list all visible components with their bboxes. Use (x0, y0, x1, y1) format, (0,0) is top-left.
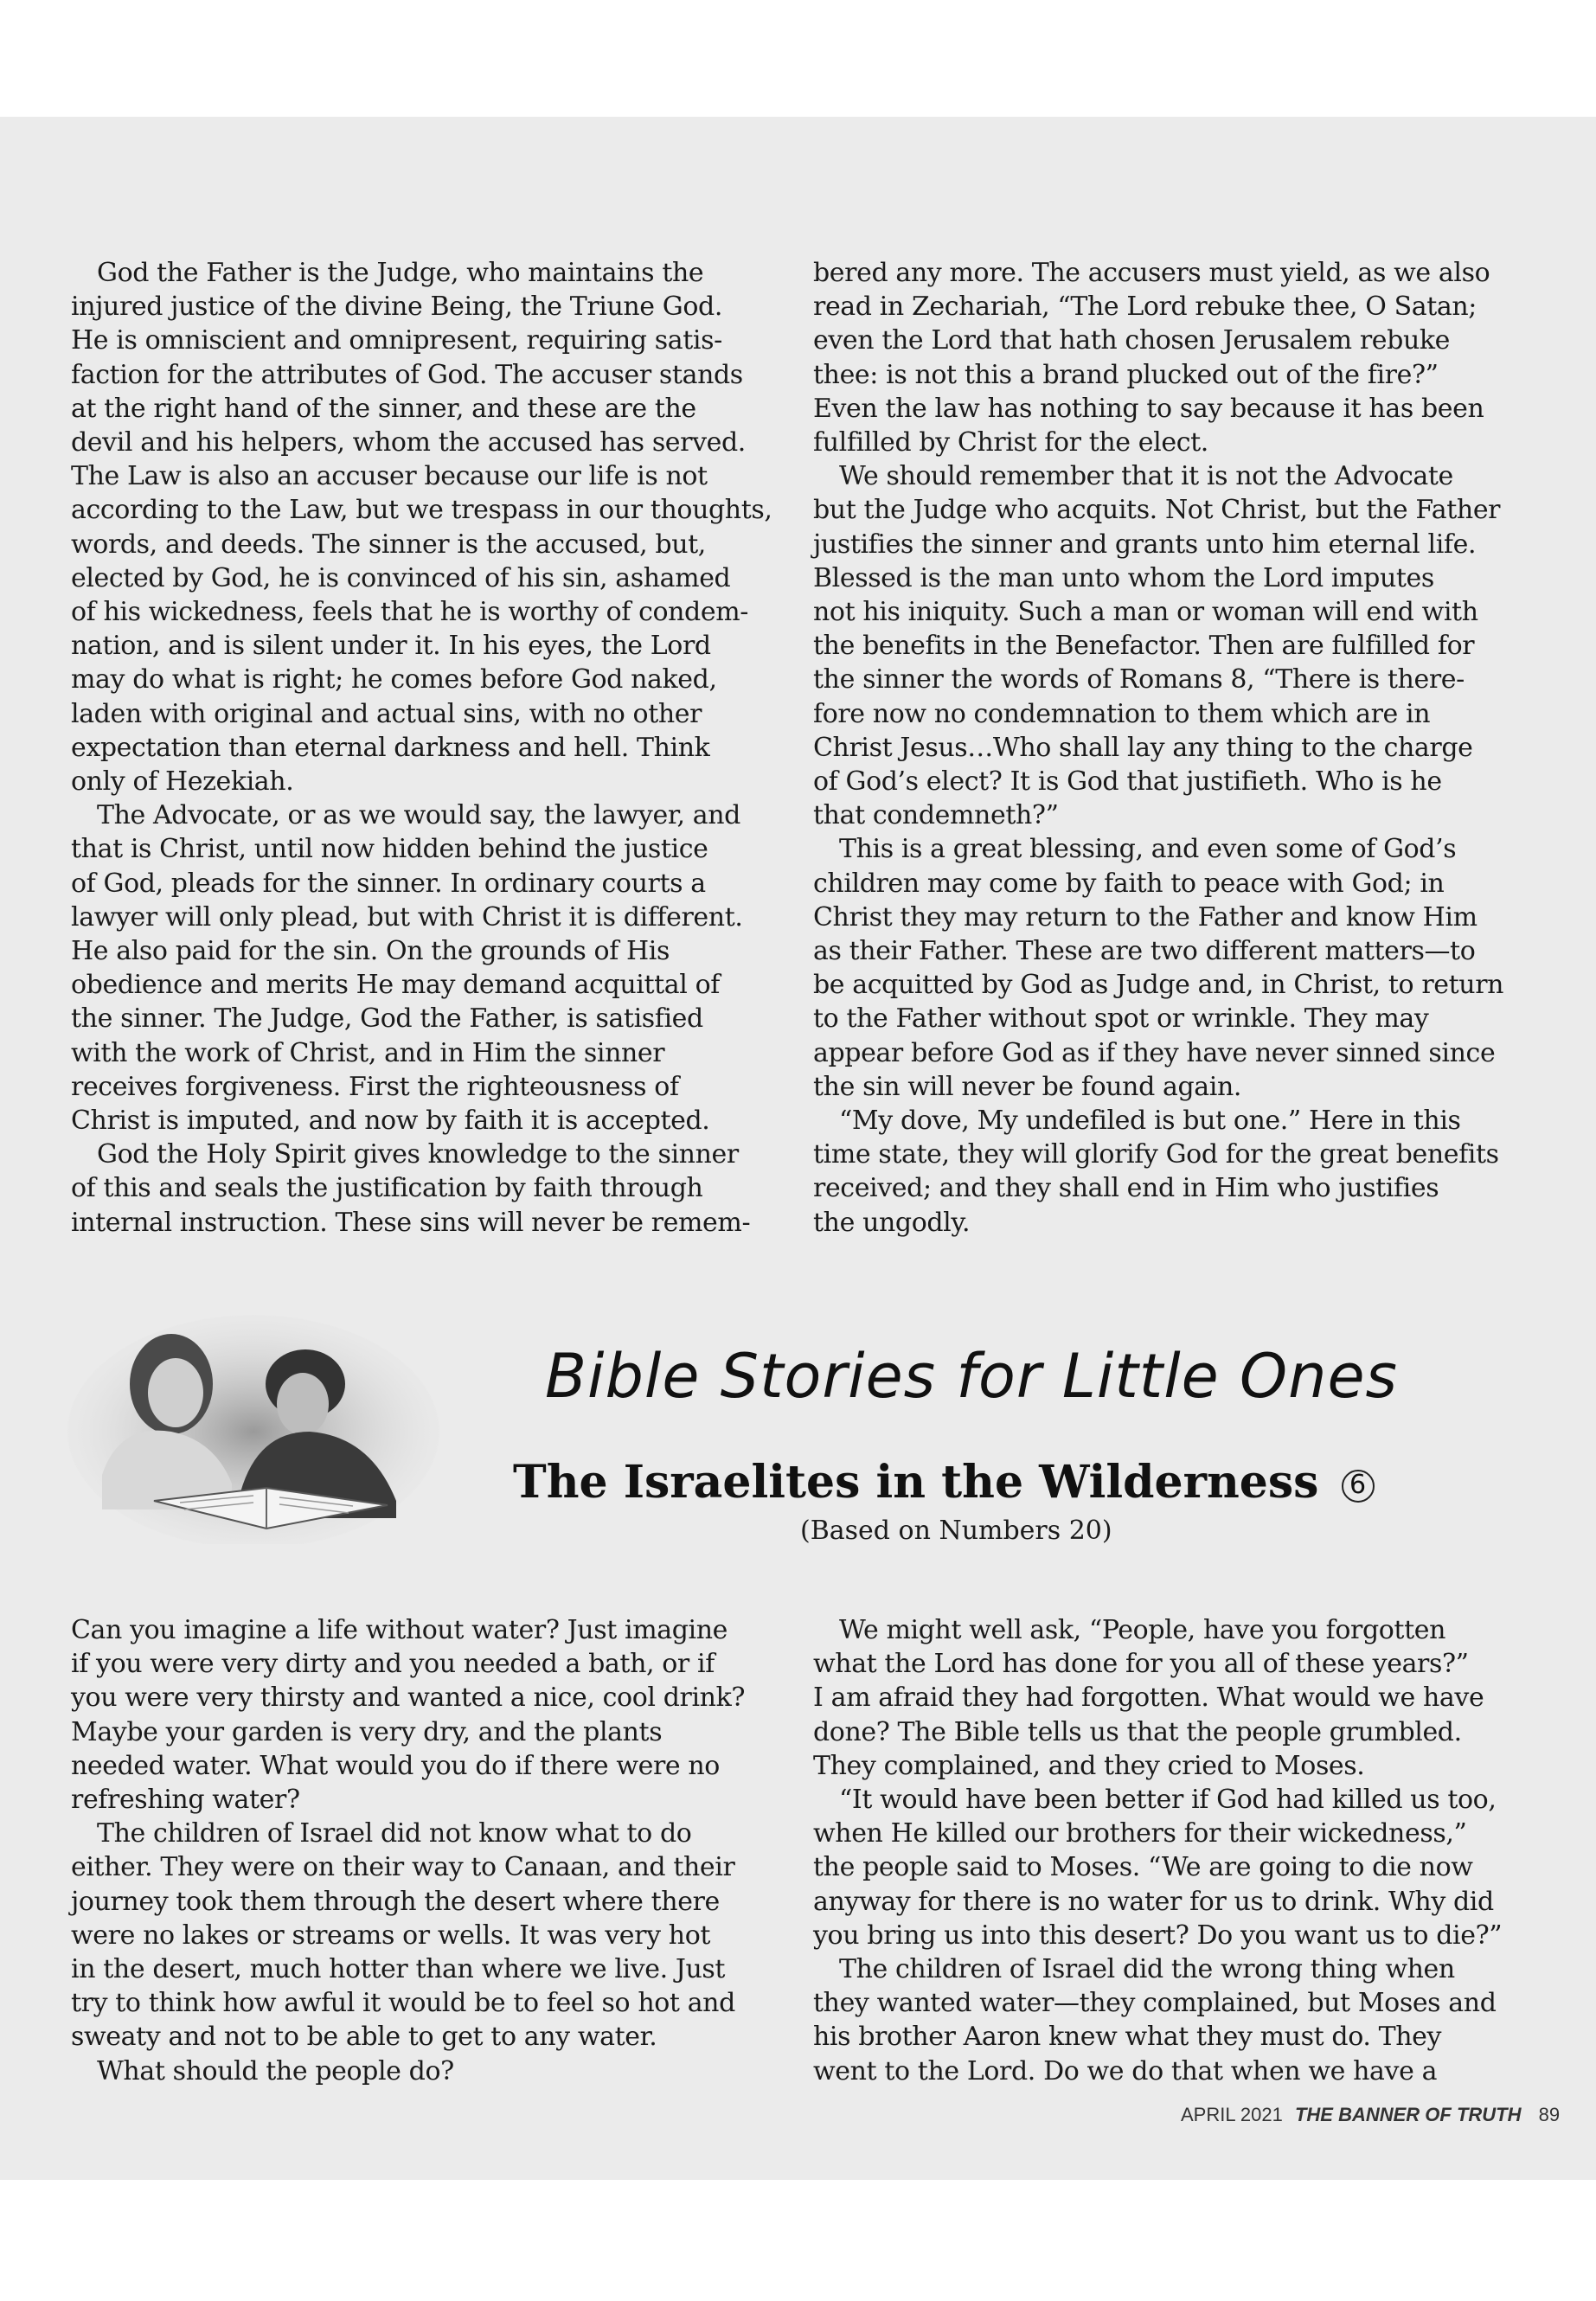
paragraph (71, 1613, 780, 1817)
text-line: They complained, and they cried to Moses. (813, 1750, 1365, 1781)
text-line: you bring us into this desert? Do you want us to die?” (813, 1920, 1503, 1951)
text-line: as their Father. These are two different matters—to (813, 936, 1476, 967)
text-line: in the desert, much hotter than where we live. Just (71, 1954, 726, 1985)
paragraph (813, 1104, 1531, 1240)
text-line: words, and deeds. The sinner is the accused, but, (71, 529, 706, 560)
text-line: if you were very dirty and you needed a bath, or if (71, 1649, 715, 1680)
text-line: God the Holy Spirit gives knowledge to the sinner (97, 1139, 739, 1170)
paragraph (813, 1783, 1531, 1952)
paragraph (71, 1817, 780, 2054)
text-line: not his iniquity. Such a man or woman will end with (813, 597, 1478, 628)
text-line: The Advocate, or as we would say, the lawyer, and (97, 800, 740, 831)
article-left-column (71, 256, 780, 1240)
story-title-text: The Israelites in the Wilderness (513, 1456, 1319, 1509)
text-line: I am afraid they had forgotten. What would we have (813, 1682, 1484, 1714)
text-line: He also paid for the sin. On the grounds of His (71, 936, 670, 967)
text-line: read in Zechariah, “The Lord rebuke thee, O Satan; (813, 292, 1477, 323)
text-line: according to the Law, but we trespass in our thoughts, (71, 495, 772, 526)
footer-issue: APRIL 2021 (1181, 2104, 1283, 2125)
children-reading-bible-illustration (67, 1302, 439, 1544)
text-line: Christ is imputed, and now by faith it is accepted. (71, 1106, 710, 1137)
text-line: nation, and is silent under it. In his eyes, the Lord (71, 631, 711, 662)
text-line: of God’s elect? It is God that justifieth. Who is he (813, 766, 1442, 798)
text-line: that condemneth?” (813, 800, 1059, 831)
text-line: but the Judge who acquits. Not Christ, but the Father (813, 495, 1501, 526)
footer-magazine: THE BANNER OF TRUTH (1294, 2104, 1522, 2125)
text-line: received; and they shall end in Him who justifies (813, 1173, 1439, 1204)
text-line: Christ Jesus…Who shall lay any thing to the charge (813, 732, 1473, 763)
text-line: appear before God as if they have never sinned since (813, 1037, 1496, 1068)
story-title (513, 1456, 1375, 1509)
text-line: We might well ask, “People, have you forgotten (839, 1615, 1446, 1645)
text-line: the sinner. The Judge, God the Father, is satisfied (71, 1003, 703, 1035)
text-line: obedience and merits He may demand acquittal of (71, 970, 720, 1001)
text-line: sweaty and not to be able to get to any water. (71, 2022, 657, 2053)
text-line: were no lakes or streams or wells. It was very hot (71, 1920, 711, 1951)
text-line: be acquitted by God as Judge and, in Christ, to return (813, 970, 1504, 1001)
text-line: time state, they will glorify God for the great benefits (813, 1139, 1499, 1170)
footer-page-number: 89 (1538, 2104, 1561, 2125)
text-line: What should the people do? (97, 2055, 454, 2086)
text-line: when He killed our brothers for their wickedness,” (813, 1818, 1467, 1849)
text-line: injured justice of the divine Being, the Triune God. (71, 292, 722, 323)
text-line: they wanted water—they complained, but Moses and (813, 1988, 1497, 2019)
story-part-number: 6 (1342, 1470, 1375, 1503)
text-line: the ungodly. (813, 1207, 971, 1238)
text-line: of this and seals the justification by faith through (71, 1173, 703, 1204)
text-line: at the right hand of the sinner, and these are the (71, 393, 696, 424)
article-right-column (813, 256, 1531, 1240)
story-subtitle: (Based on Numbers 20) (800, 1516, 1112, 1546)
text-line: Even the law has nothing to say because it has been (813, 393, 1484, 424)
text-line: God the Father is the Judge, who maintains the (97, 258, 704, 288)
story-right-column (813, 1613, 1531, 2088)
text-line: the benefits in the Benefactor. Then are fulfilled for (813, 631, 1475, 662)
text-line: receives forgiveness. First the righteousness of (71, 1071, 679, 1102)
text-line: faction for the attributes of God. The accuser stands (71, 359, 743, 390)
paragraph (813, 1952, 1531, 2088)
paragraph (71, 798, 780, 1138)
text-line: to the Father without spot or wrinkle. They may (813, 1003, 1429, 1035)
text-line: of his wickedness, feels that he is worthy of condem- (71, 597, 748, 628)
paragraph (71, 2054, 780, 2088)
text-line: He is omniscient and omnipresent, requiring satis- (71, 325, 722, 356)
text-line: bered any more. The accusers must yield, as we also (813, 258, 1490, 288)
text-line: his brother Aaron knew what they must do. They (813, 2022, 1442, 2053)
paragraph (71, 1138, 780, 1240)
paragraph (813, 1613, 1531, 1783)
text-line: journey took them through the desert where there (71, 1886, 720, 1917)
text-line: thee: is not this a brand plucked out of the fire?” (813, 359, 1439, 390)
text-line: went to the Lord. Do we do that when we have a (813, 2055, 1438, 2086)
text-line: anyway for there is no water for us to drink. Why did (813, 1886, 1494, 1917)
page-footer (1181, 2104, 1560, 2126)
text-line: Can you imagine a life without water? Just imagine (71, 1615, 728, 1645)
text-line: with the work of Christ, and in Him the sinner (71, 1037, 665, 1068)
paragraph (813, 256, 1531, 459)
text-line: lawyer will only plead, but with Christ it is different. (71, 901, 743, 933)
paragraph (813, 459, 1531, 832)
text-line: of God, pleads for the sinner. In ordinary courts a (71, 868, 706, 899)
text-line: fore now no condemnation to them which are in (813, 698, 1431, 729)
paragraph (71, 256, 780, 798)
text-line: justifies the sinner and grants unto him eternal life. (813, 529, 1477, 560)
text-line: needed water. What would you do if there were no (71, 1750, 720, 1781)
text-line: We should remember that it is not the Advocate (839, 461, 1453, 492)
text-line: done? The Bible tells us that the people grumbled. (813, 1716, 1462, 1747)
text-line: This is a great blessing, and even some of God’s (839, 834, 1457, 865)
text-line: “It would have been better if God had killed us too, (839, 1785, 1497, 1816)
text-line: The children of Israel did the wrong thing when (839, 1954, 1455, 1985)
story-left-column (71, 1613, 780, 2088)
text-line: the people said to Moses. “We are going to die now (813, 1852, 1473, 1883)
text-line: even the Lord that hath chosen Jerusalem rebuke (813, 325, 1451, 356)
text-line: try to think how awful it would be to feel so hot and (71, 1988, 735, 2019)
text-line: refreshing water? (71, 1785, 300, 1816)
text-line: that is Christ, until now hidden behind the justice (71, 834, 708, 865)
text-line: Blessed is the man unto whom the Lord imputes (813, 562, 1434, 593)
text-line: the sinner the words of Romans 8, “There is there- (813, 664, 1465, 695)
paragraph (813, 832, 1531, 1104)
text-line: internal instruction. These sins will never be remem- (71, 1207, 751, 1238)
text-line: children may come by faith to peace with God; in (813, 868, 1445, 899)
text-line: what the Lord has done for you all of these years?” (813, 1649, 1469, 1680)
text-line: The Law is also an accuser because our life is not (71, 461, 708, 492)
text-line: Maybe your garden is very dry, and the plants (71, 1716, 663, 1747)
section-heading: Bible Stories for Little Ones (545, 1341, 1398, 1412)
text-line: you were very thirsty and wanted a nice, cool drink? (71, 1682, 746, 1714)
text-line: Christ they may return to the Father and know Him (813, 901, 1477, 933)
text-line: laden with original and actual sins, with no other (71, 698, 702, 729)
text-line: either. They were on their way to Canaan, and their (71, 1852, 735, 1883)
text-line: fulfilled by Christ for the elect. (813, 427, 1208, 458)
text-line: only of Hezekiah. (71, 766, 294, 798)
text-line: The children of Israel did not know what to do (97, 1818, 692, 1849)
text-line: devil and his helpers, whom the accused has served. (71, 427, 746, 458)
text-line: “My dove, My undefiled is but one.” Here in this (839, 1106, 1461, 1137)
text-line: the sin will never be found again. (813, 1071, 1242, 1102)
text-line: elected by God, he is convinced of his sin, ashamed (71, 562, 731, 593)
text-line: expectation than eternal darkness and hell. Think (71, 732, 710, 763)
text-line: may do what is right; he comes before God naked, (71, 664, 717, 695)
